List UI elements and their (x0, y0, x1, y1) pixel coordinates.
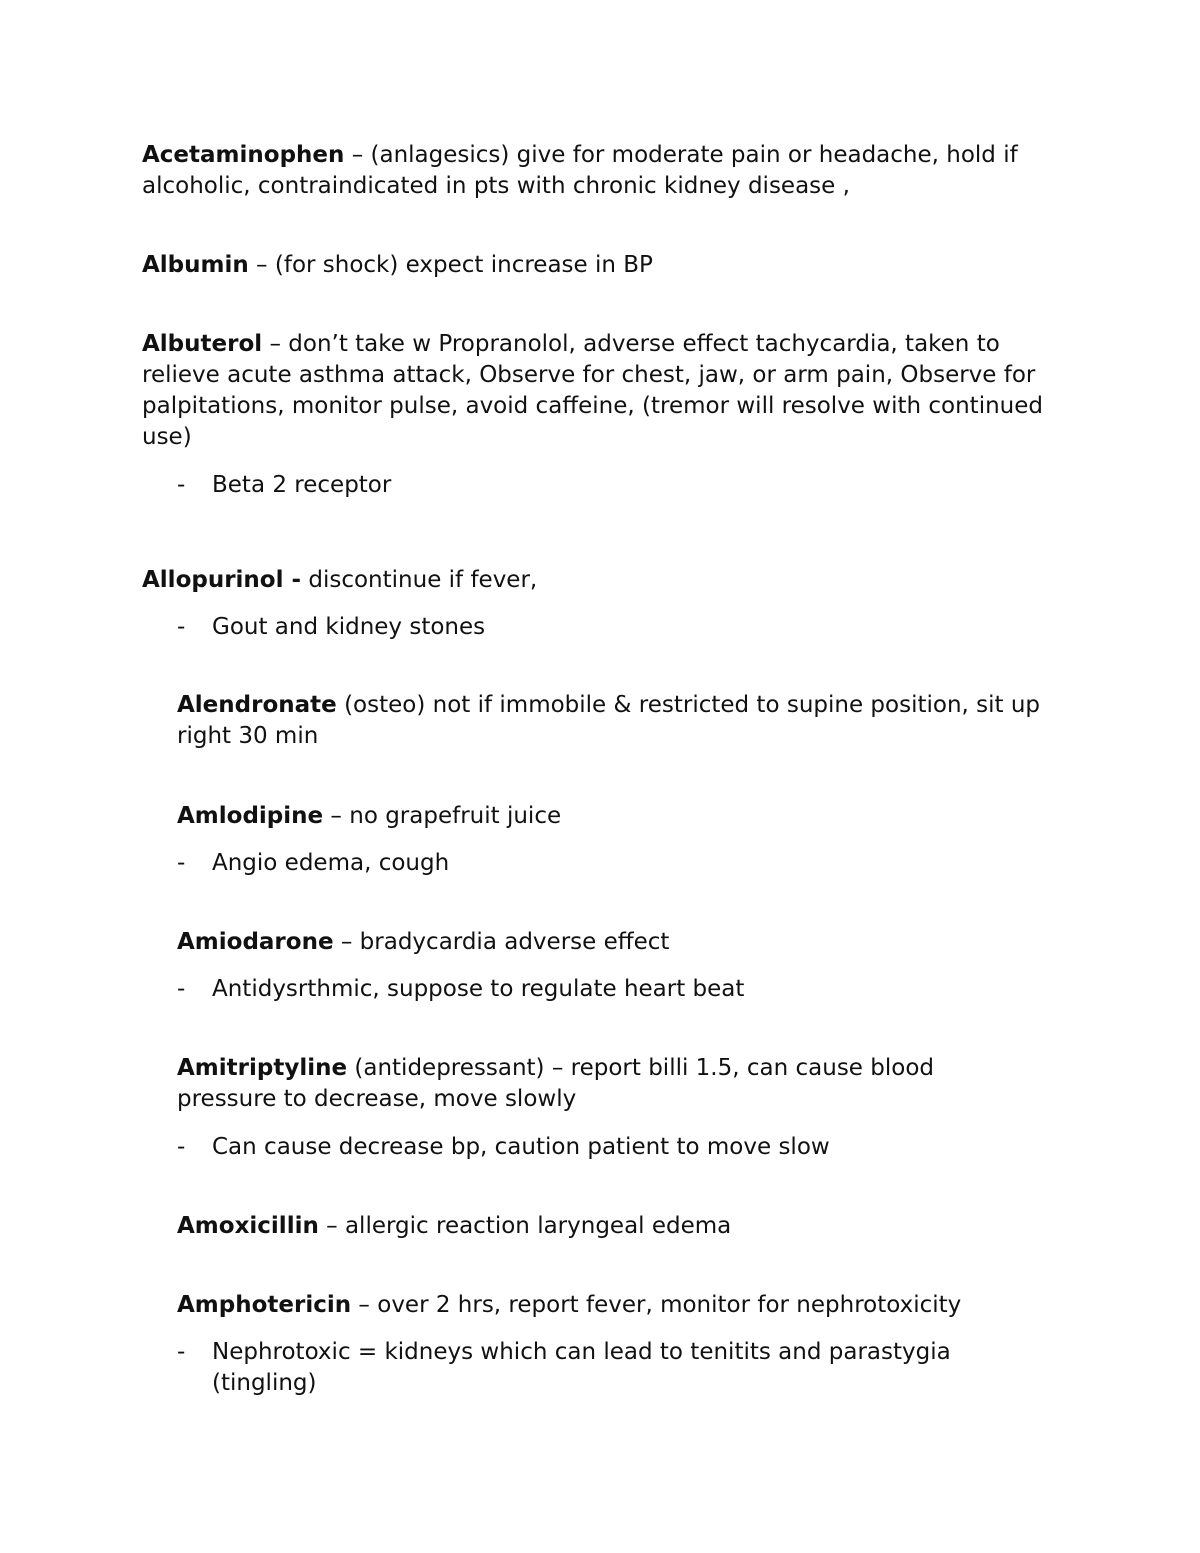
bullet-text: Nephrotoxic = kidneys which can lead to tenitits and parastygia (tingling) (212, 1339, 951, 1396)
drug-entry-amitriptyline (177, 1053, 987, 1115)
drug-notes: – over 2 hrs, report fever, monitor for nephrotoxicity (351, 1292, 962, 1318)
drug-name: Amiodarone (177, 929, 334, 955)
bullet-text: Can cause decrease bp, caution patient to move slow (212, 1134, 830, 1160)
drug-name: Albuterol (142, 331, 263, 357)
drug-entry-amoxicillin (177, 1211, 1047, 1242)
drug-name: Acetaminophen (142, 142, 345, 168)
drug-notes: – (anlagesics) give for moderate pain or headache, hold if alcoholic, contraindicated in pts with chronic kidney disease , (142, 142, 1018, 199)
drug-notes: – allergic reaction laryngeal edema (318, 1213, 732, 1239)
bullet-dash: - (177, 472, 186, 498)
drug-entry-alendronate (177, 690, 1047, 752)
drug-name: Albumin (142, 252, 249, 278)
drug-notes: – bradycardia adverse effect (333, 929, 670, 955)
drug-entry-amlodipine (177, 801, 1047, 832)
drug-entry-amiodarone (177, 927, 1047, 958)
drug-name: Alendronate (177, 692, 337, 718)
drug-entry-albuterol (142, 329, 1067, 453)
drug-notes: – no grapefruit juice (323, 803, 562, 829)
bullet-dash: - (177, 976, 186, 1002)
bullet-dash: - (177, 1339, 186, 1365)
drug-entry-acetaminophen (142, 140, 1062, 202)
drug-name: Amoxicillin (177, 1213, 319, 1239)
bullet-text: Beta 2 receptor (212, 472, 392, 498)
bullet-dash: - (177, 850, 186, 876)
drug-notes: discontinue if fever, (301, 567, 538, 593)
drug-entry-amphotericin (177, 1290, 1047, 1321)
drug-notes: (antidepressant) – report billi 1.5, can cause blood pressure to decrease, move slowly (177, 1055, 934, 1112)
drug-name: Amphotericin (177, 1292, 352, 1318)
drug-name: Amitriptyline (177, 1055, 348, 1081)
drug-name: Allopurinol - (142, 567, 302, 593)
drug-notes: (osteo) not if immobile & restricted to supine position, sit up right 30 min (177, 692, 1041, 749)
drug-entry-albumin (142, 250, 1062, 281)
drug-notes: – don’t take w Propranolol, adverse effect tachycardia, taken to relieve acute asthma attack, Observe for chest, jaw, or arm pain, Observe for palpitations, monitor pulse, avoid caffeine, (tremor will resolve with continued use) (142, 331, 1043, 450)
drug-entry-allopurinol (142, 565, 1062, 596)
bullet-text: Angio edema, cough (212, 850, 450, 876)
bullet-dash: - (177, 1134, 186, 1160)
drug-notes: – (for shock) expect increase in BP (248, 252, 653, 278)
bullet-text: Antidysrthmic, suppose to regulate heart beat (212, 976, 745, 1002)
bullet-text: Gout and kidney stones (212, 614, 486, 640)
drug-name: Amlodipine (177, 803, 324, 829)
bullet-dash: - (177, 614, 186, 640)
